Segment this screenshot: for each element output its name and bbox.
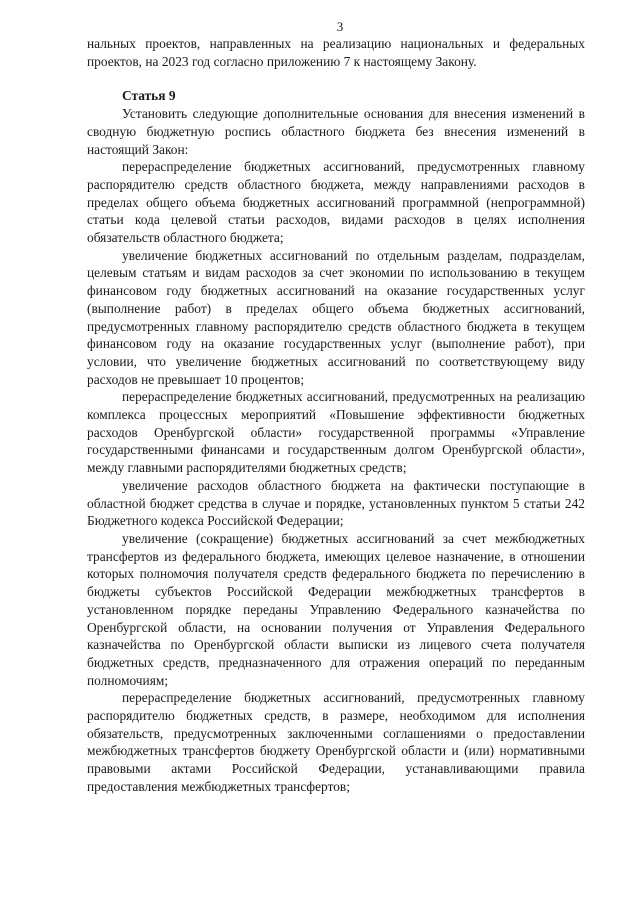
- paragraph-gap: [87, 70, 585, 87]
- article-lead-paragraph: Установить следующие дополнительные основания для внесения изменений в сводную бюджетную роспись областного бюджета без внесения изменений в настоящий Закон:: [87, 106, 585, 157]
- article-item-6: перераспределение бюджетных ассигнований, предусмотренных главному распорядителю бюджетных средств, в размере, необходимом для исполнения обязательств, предусмотренных заключенными соглашениями о предоставлении межбюджетных трансфертов бюджету Оренбургской области и (или) нормативными правовыми актами Российской Федерации, устанавливающими правила предоставления межбюджетных трансфертов;: [87, 690, 585, 794]
- article-item-1: перераспределение бюджетных ассигнований, предусмотренных главному распорядителю средств областного бюджета, между направлениями расходов в пределах общего объема бюджетных ассигнований программной (непрограммной) статьи кода целевой статьи расходов, видами расходов в целях исполнения обязательств областного бюджета;: [87, 159, 585, 246]
- intro-paragraph: нальных проектов, направленных на реализацию национальных и федеральных проектов, на 2023 год согласно приложению 7 к настоящему Закону.: [87, 36, 585, 69]
- document-body: [87, 35, 585, 796]
- article-item-4: увеличение расходов областного бюджета на фактически поступающие в областной бюджет средства в случае и порядке, установленных пунктом 5 статьи 242 Бюджетного кодекса Российской Федерации;: [87, 477, 585, 529]
- article-item-5: увеличение (сокращение) бюджетных ассигнований за счет межбюджетных трансфертов из федерального бюджета, имеющих целевое назначение, в отношении которых полномочия получателя средств федерального бюджета по перечислению в бюджеты субъектов Российской Федерации межбюджетных трансфертов в установленном порядке переданы Управлению Федерального казначейства по Оренбургской области, на основании получения от Управления Федерального казначейства по Оренбургской области выписки из лицевого счета получателя бюджетных средств, предназначенного для отражения операций по переданным полномочиям;: [87, 530, 585, 688]
- article-heading: Статья 9: [122, 88, 176, 104]
- article-item-2: увеличение бюджетных ассигнований по отдельным разделам, подразделам, целевым статьям и видам расходов за счет экономии по использованию в текущем финансовом году бюджетных ассигнований на оказание государственных услуг (выполнение работ) в пределах общего объема бюджетных ассигнований, предусмотренных главному распорядителю средств областного бюджета в текущем финансовом году на оказание государственных услуг (выполнение работ), при условии, что увеличение бюджетных ассигнований по соответствующему виду расходов не превышает 10 процентов;: [87, 247, 585, 387]
- article-item-3: перераспределение бюджетных ассигнований, предусмотренных на реализацию комплекса процессных мероприятий «Повышение эффективности бюджетных расходов Оренбургской области» государственной программы «Управление государственными финансами и государственным долгом Оренбургской области», между главными распорядителями бюджетных средств;: [87, 389, 585, 476]
- page-number: 3: [336, 19, 344, 34]
